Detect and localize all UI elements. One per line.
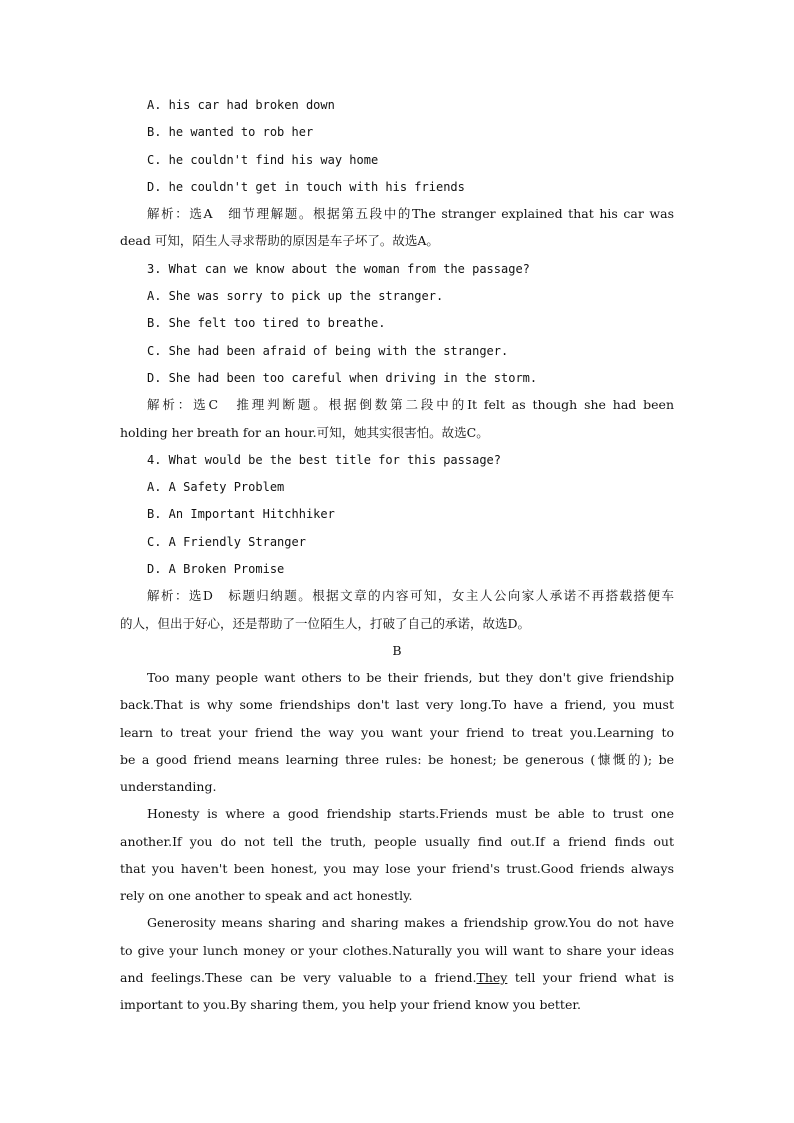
q4-analysis-line1: 解析：选D 标题归纳题。根据文章的内容可知，女主人公向家人承诺不再搭载搭便车 bbox=[147, 588, 674, 603]
q4-question: 4. What would be the best title for this passage? bbox=[147, 453, 502, 467]
q2-option-d: D. he couldn't get in touch with his friends bbox=[147, 180, 465, 194]
q2-option-c: C. he couldn't find his way home bbox=[147, 153, 379, 167]
p2-line4: rely on one another to speak and act honestly. bbox=[120, 888, 413, 903]
q2-analysis-line2: dead 可知，陌生人寻求帮助的原因是车子坏了。故选A。 bbox=[120, 233, 439, 248]
q3-option-c: C. She had been afraid of being with the stranger. bbox=[147, 344, 509, 358]
p1-line2: back.That is why some friendships don't last very long.To have a friend, you must bbox=[120, 697, 674, 712]
q2-option-b: B. he wanted to rob her bbox=[147, 125, 314, 139]
p3-line3 bbox=[120, 970, 674, 986]
q3-analysis-line2: holding her breath for an hour.可知，她其实很害怕。故选C。 bbox=[120, 425, 489, 440]
q4-option-d: D. A Broken Promise bbox=[147, 562, 285, 576]
p1-line5: understanding. bbox=[120, 779, 217, 794]
q3-option-d: D. She had been too careful when driving in the storm. bbox=[147, 371, 538, 385]
q3-question: 3. What can we know about the woman from the passage? bbox=[147, 262, 530, 276]
p3-line3-start: and feelings.These can be very valuable to a friend. bbox=[120, 970, 477, 985]
p3-line2: to give your lunch money or your clothes.Naturally you will want to share your ideas bbox=[120, 943, 674, 958]
p1-line4: be a good friend means learning three rules: be honest; be generous (慷慨的); be bbox=[120, 752, 674, 767]
q4-option-b: B. An Important Hitchhiker bbox=[147, 507, 335, 521]
p2-line2: another.If you do not tell the truth, people usually find out.If a friend finds out bbox=[120, 834, 674, 849]
p1-line1: Too many people want others to be their friends, but they don't give friendship bbox=[147, 670, 674, 685]
p2-line3: that you haven't been honest, you may lose your friend's trust.Good friends always bbox=[120, 861, 674, 876]
q2-analysis-line1: 解析：选A 细节理解题。根据第五段中的The stranger explained that his car was bbox=[147, 206, 674, 221]
p3-line4: important to you.By sharing them, you help your friend know you better. bbox=[120, 997, 581, 1012]
q4-analysis-line2: 的人，但出于好心，还是帮助了一位陌生人，打破了自己的承诺，故选D。 bbox=[120, 616, 531, 631]
q3-option-a: A. She was sorry to pick up the stranger. bbox=[147, 289, 444, 303]
underlined-word: They bbox=[476, 970, 508, 985]
p3-line1: Generosity means sharing and sharing makes a friendship grow.You do not have bbox=[147, 915, 674, 930]
p3-line3-end: tell your friend what is bbox=[507, 970, 674, 985]
q4-option-c: C. A Friendly Stranger bbox=[147, 535, 306, 549]
section-label: B bbox=[392, 643, 402, 658]
p1-line3: learn to treat your friend the way you want your friend to treat you.Learning to bbox=[120, 725, 674, 740]
p2-line1: Honesty is where a good friendship starts.Friends must be able to trust one bbox=[147, 806, 674, 821]
q2-option-a: A. his car had broken down bbox=[147, 98, 335, 112]
q3-analysis-line1: 解析：选C 推理判断题。根据倒数第二段中的It felt as though she had been bbox=[147, 397, 674, 412]
q4-option-a: A. A Safety Problem bbox=[147, 480, 285, 494]
q3-option-b: B. She felt too tired to breathe. bbox=[147, 316, 386, 330]
